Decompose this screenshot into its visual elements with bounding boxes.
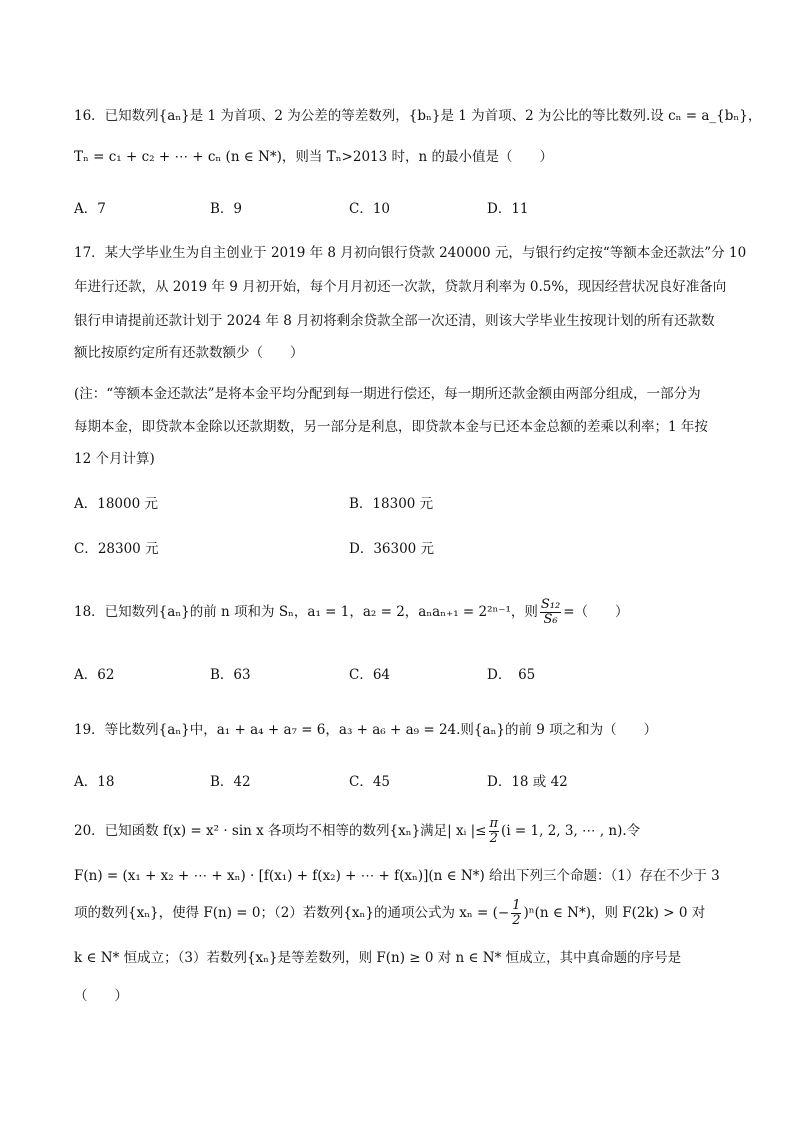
q17-line4: 额比按原约定所有还款数额少（ ）	[74, 345, 304, 361]
q19-option-b: B．42	[210, 774, 251, 790]
q19-option-d: D．18 或 42	[487, 774, 568, 790]
q17-option-a: A．18000 元	[74, 496, 158, 512]
q20-line2: F(n) = (x₁ + x₂ + ⋯ + xₙ) · [f(x₁) + f(x₂) + ⋯ + f(xₙ)](n ∈ N*) 给出下列三个命题：（1）存在不少于 3	[74, 868, 720, 884]
q20-line5: （ ）	[74, 988, 128, 1004]
q17-option-d: D．36300 元	[349, 541, 435, 557]
q16-option-b: B．9	[210, 201, 243, 217]
q18-prefix: 18．已知数列{aₙ}的前 n 项和为 Sₙ，a₁ = 1，a₂ = 2，aₙaₙ₊₁ = 2²ⁿ⁻¹，则	[74, 604, 538, 620]
q16-line2: Tₙ = c₁ + c₂ + ⋯ + cₙ (n ∈ N*)，则当 Tₙ>2013 时，n 的最小值是（ ）	[74, 149, 554, 165]
q18-fraction	[540, 598, 561, 627]
q18-frac-numerator: S₁₂	[540, 597, 561, 612]
q16-option-d: D．11	[487, 201, 529, 217]
q17-line1: 17．某大学毕业生为自主创业于 2019 年 8 月初向银行贷款 240000 元，与银行约定按“等额本金还款法”分 10	[74, 245, 747, 261]
q17-line2: 年进行还款，从 2019 年 9 月初开始，每个月月初还一次款，贷款月利率为 0.5%，现因经营状况良好准备向	[74, 279, 727, 295]
q20-line3-b: )ⁿ(n ∈ N*)，则 F(2k) > 0 对	[523, 905, 706, 921]
q17-note-line3: 12 个月计算)	[74, 451, 155, 467]
q18-option-d: D． 65	[487, 667, 536, 683]
q18-frac-denominator: S₆	[543, 612, 558, 627]
q18-suffix: =（ ）	[563, 604, 629, 620]
q20-line4: k ∈ N* 恒成立；（3）若数列{xₙ}是等差数列，则 F(n) ≥ 0 对 n ∈ N* 恒成立，其中真命题的序号是	[74, 950, 682, 966]
q17-option-b: B．18300 元	[349, 496, 434, 512]
q20-line3-frac-numerator: 1	[512, 898, 521, 913]
q20-line1-a: 20．已知函数 f(x) = x² · sin x 各项均不相等的数列{xₙ}满足| xᵢ |≤	[74, 823, 487, 839]
q17-line3: 银行申请提前还款计划于 2024 年 8 月初将剩余贷款全部一次还清，则该大学毕业生按现计划的所有还款数	[74, 313, 715, 329]
q19-line: 19．等比数列{aₙ}中，a₁ + a₄ + a₇ = 6，a₃ + a₆ + a₉ = 24.则{aₙ}的前 9 项之和为（ ）	[74, 722, 658, 738]
q20-line3-a: 项的数列{xₙ}，使得 F(n) = 0；（2）若数列{xₙ}的通项公式为 xₙ = (−	[74, 905, 510, 921]
q18-option-b: B．63	[210, 667, 251, 683]
q20-line1-fraction	[489, 817, 500, 846]
q20-line1-b: (i = 1, 2, 3, ⋯ , n).令	[501, 823, 641, 839]
q19-option-a: A．18	[74, 774, 115, 790]
q17-option-c: C．28300 元	[74, 541, 159, 557]
q17-note-line1: (注：“等额本金还款法”是将本金平均分配到每一期进行偿还，每一期所还款金额由两部分组成，一部分为	[74, 386, 701, 402]
q18-line	[74, 597, 629, 627]
q20-line1	[74, 816, 640, 846]
q20-line3	[74, 898, 705, 928]
q20-line1-frac-numerator: π	[489, 816, 499, 831]
q16-option-a: A．7	[74, 201, 106, 217]
q20-line3-fraction	[511, 899, 521, 928]
q19-option-c: C．45	[349, 774, 391, 790]
q20-line1-frac-denominator: 2	[489, 831, 498, 846]
q16-option-c: C．10	[349, 201, 391, 217]
q18-option-c: C．64	[349, 667, 391, 683]
q18-option-a: A．62	[74, 667, 115, 683]
q16-line1: 16．已知数列{aₙ}是 1 为首项、2 为公差的等差数列，{bₙ}是 1 为首项、2 为公比的等比数列.设 cₙ = a_{bₙ}，	[74, 108, 762, 124]
q20-line3-frac-denominator: 2	[512, 913, 521, 928]
q17-note-line2: 每期本金，即贷款本金除以还款期数，另一部分是利息，即贷款本金与已还本金总额的差乘以利率；1 年按	[74, 419, 708, 435]
